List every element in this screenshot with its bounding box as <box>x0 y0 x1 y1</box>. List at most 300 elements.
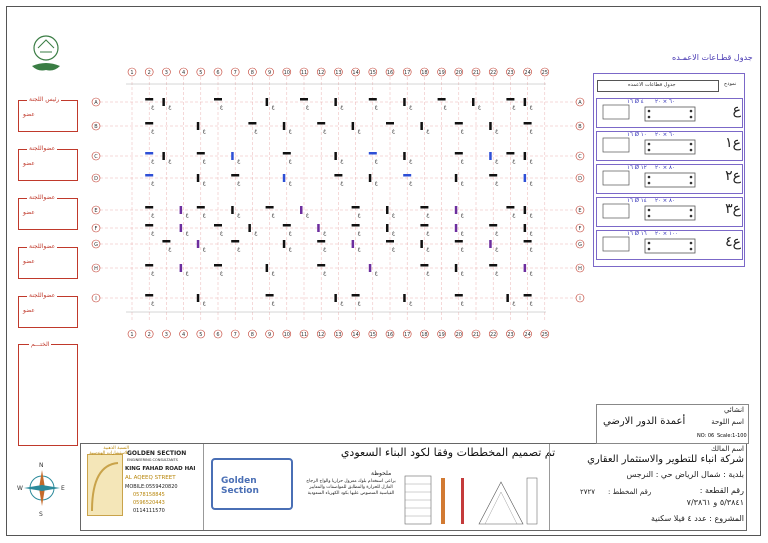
committee-role: عضو <box>23 258 35 265</box>
column-code-label: ع <box>443 104 447 110</box>
grid-col-label: 15 <box>369 332 376 338</box>
project-name: المشروع : عدد ٤ فيلا سكنية <box>651 514 744 523</box>
column-code-label: ع <box>237 158 241 164</box>
column-mark <box>266 264 269 272</box>
plot-label: رقم القطعة : <box>699 486 744 495</box>
column-code-label: ع <box>512 300 516 306</box>
column-mark <box>455 264 458 272</box>
grid-row-label: I <box>95 296 97 302</box>
column-code-label: ع <box>340 300 344 306</box>
schedule-row <box>596 164 743 194</box>
section-dims: ٨٠ × ٢٠ <box>655 165 675 171</box>
grid-col-label: 8 <box>250 332 254 338</box>
section-code: ع٢ <box>725 168 741 184</box>
column-mark <box>524 224 527 232</box>
column-mark <box>386 122 394 125</box>
column-code-label: ع <box>151 270 155 276</box>
column-code-label: ع <box>392 212 395 218</box>
column-mark <box>162 240 170 243</box>
firm-tel2: 0596520443 <box>133 500 165 506</box>
column-mark <box>455 240 463 243</box>
grid-col-label: 21 <box>472 332 480 338</box>
column-code-label: ع <box>151 230 155 236</box>
grid-row-label: E <box>94 208 98 214</box>
column-mark <box>283 240 286 248</box>
column-code-label: ع <box>529 104 533 110</box>
drawing-title: جدول قطـاعات الاعمـده <box>672 53 753 62</box>
column-code-label: ع <box>288 246 292 252</box>
column-mark <box>266 98 269 106</box>
column-code-label: ع <box>185 270 189 276</box>
section-bars: ١٦ Ø ١٦ <box>627 231 647 237</box>
grid-col-label: 10 <box>283 70 290 76</box>
column-mark <box>145 152 153 155</box>
column-code-label: ع <box>151 158 155 164</box>
column-mark <box>352 206 360 209</box>
grid-col-label: 20 <box>455 332 462 338</box>
column-code-label: ع <box>340 180 344 186</box>
column-mark <box>283 174 286 182</box>
column-mark <box>438 98 446 101</box>
grid-col-label: 1 <box>130 70 134 76</box>
column-mark <box>197 152 205 155</box>
owner-label: اسم المالك <box>711 445 744 453</box>
column-mark <box>352 240 355 248</box>
column-mark <box>162 152 165 160</box>
schedule-header <box>597 80 719 92</box>
committee-box <box>18 243 78 279</box>
committee-box <box>18 145 78 181</box>
section-code: ع <box>732 102 741 118</box>
column-code-label: ع <box>357 300 361 306</box>
svg-text:N: N <box>39 462 44 469</box>
section-dims: ٦٠ × ٢٠ <box>655 132 675 138</box>
schedule-row <box>596 230 743 260</box>
grid-col-label: 19 <box>438 70 445 76</box>
column-code-label: ع <box>357 212 361 218</box>
column-code-label: ع <box>460 230 464 236</box>
column-mark <box>197 122 200 130</box>
column-code-label: ع <box>306 104 309 110</box>
svg-text:E: E <box>61 485 65 492</box>
column-mark <box>231 206 234 214</box>
schedule-row <box>596 98 743 128</box>
column-code-label: ع <box>512 212 516 218</box>
column-mark <box>145 122 153 125</box>
office-stamp <box>205 448 295 518</box>
column-code-label: ع <box>271 270 275 276</box>
grid-col-label: 2 <box>147 332 151 338</box>
firm-sub: ENGINEERING CONSULTANTS <box>127 458 178 462</box>
grid-col-label: 7 <box>233 332 237 338</box>
column-code-label: ع <box>409 180 413 186</box>
stamp-text: Golden Section <box>221 476 259 496</box>
column-mark <box>197 294 200 302</box>
column-mark <box>524 264 527 272</box>
column-mark <box>455 122 463 125</box>
firm-tel1: 0578158845 <box>133 492 165 498</box>
work-type: انشائي <box>723 406 744 414</box>
column-mark <box>334 174 342 177</box>
column-mark <box>369 98 377 101</box>
column-code-label: ع <box>151 104 155 110</box>
grid-col-label: 25 <box>541 70 548 76</box>
column-mark <box>162 98 165 106</box>
column-mark <box>180 224 183 232</box>
firm-mobile: MOBILE:0559420820 <box>125 484 178 490</box>
column-mark <box>403 98 406 106</box>
committee-title: رئيس اللجنة <box>29 96 60 103</box>
column-code-label: ع <box>271 212 275 218</box>
column-mark <box>386 206 389 214</box>
column-code-label: ع <box>529 180 533 186</box>
column-mark <box>506 294 509 302</box>
sheet-name-label: اسم اللوحة <box>711 418 744 426</box>
grid-row-label: I <box>579 296 581 302</box>
column-code-label: ع <box>460 128 464 134</box>
column-code-label: ع <box>185 230 189 236</box>
column-code-label: ع <box>529 230 533 236</box>
column-mark <box>420 240 423 248</box>
schedule-row <box>596 131 743 161</box>
grid-row-label: C <box>94 154 98 160</box>
column-mark <box>317 122 325 125</box>
column-code-label: ع <box>426 128 430 134</box>
grid-col-label: 1 <box>130 332 134 338</box>
column-code-label: ع <box>495 230 499 236</box>
column-code-label: ع <box>426 270 430 276</box>
column-code-label: ع <box>495 128 499 134</box>
grid-row-label: D <box>578 176 582 182</box>
column-code-label: ع <box>288 230 292 236</box>
stamp-label: الختـــم <box>31 341 50 348</box>
grid-col-label: 18 <box>421 332 428 338</box>
column-code-label: ع <box>529 158 533 164</box>
column-mark <box>524 294 532 297</box>
column-code-label: ع <box>529 246 533 252</box>
column-mark <box>369 264 372 272</box>
owner-name: شركة انباء للتطوير والاستثمار العقاري <box>587 454 744 465</box>
column-mark <box>334 294 337 302</box>
grid-row-label: A <box>94 100 98 106</box>
grid-col-label: 11 <box>300 70 308 76</box>
column-mark <box>197 240 200 248</box>
column-mark <box>506 98 514 101</box>
grid-col-label: 19 <box>438 332 445 338</box>
grid-col-label: 15 <box>369 70 376 76</box>
section-code: ع٤ <box>725 234 741 250</box>
column-mark <box>403 152 406 160</box>
grid-col-label: 9 <box>268 70 272 76</box>
grid-col-label: 17 <box>404 70 411 76</box>
plan-label: رقم المخطط : <box>608 488 652 496</box>
column-mark <box>317 264 325 267</box>
grid-col-label: 22 <box>490 332 497 338</box>
column-mark <box>420 264 428 267</box>
committee-title: عضواللجنة <box>29 145 56 152</box>
plot-number: ٥/٣٨٤١ و ٧/٣٨٦١ <box>686 498 744 507</box>
column-mark <box>369 152 377 155</box>
section-bars: ١٦ Ø ١٤ <box>627 198 647 204</box>
project-info <box>549 444 748 530</box>
column-code-label: ع <box>374 180 378 186</box>
grid-col-label: 24 <box>524 70 531 76</box>
svg-text:W: W <box>17 485 23 492</box>
column-code-label: ع <box>529 300 533 306</box>
firm-arabic-name: النسبة الذهبية للاستشارات الهندسية <box>89 446 129 456</box>
grid-col-label: 4 <box>182 70 186 76</box>
committee-role: عضو <box>23 111 35 118</box>
column-code-label: ع <box>288 128 292 134</box>
grid-row-label: F <box>578 226 582 232</box>
column-code-label: ع <box>185 212 189 218</box>
column-code-label: ع <box>495 246 499 252</box>
grid-row-label: C <box>578 154 582 160</box>
committee-title: عضواللجنة <box>29 194 56 201</box>
column-code-label: ع <box>202 128 206 134</box>
column-mark <box>455 152 463 155</box>
grid-col-label: 10 <box>283 332 290 338</box>
grid-col-label: 6 <box>216 332 220 338</box>
column-mark <box>455 224 458 232</box>
committee-role: عضو <box>23 209 35 216</box>
column-code-label: ع <box>460 246 464 252</box>
column-mark <box>506 206 514 209</box>
column-code-label: ع <box>460 212 464 218</box>
title-block <box>17 443 747 531</box>
column-mark <box>145 294 153 297</box>
section-bars: ١٦ Ø ١٢ <box>627 165 647 171</box>
column-code-label: ع <box>237 212 241 218</box>
firm-road: KING FAHAD ROAD HAI <box>125 466 196 472</box>
column-code-label: ع <box>151 212 155 218</box>
column-code-label: ع <box>288 158 292 164</box>
column-mark <box>334 152 337 160</box>
column-mark <box>266 206 274 209</box>
committee-role: عضو <box>23 307 35 314</box>
grid-col-label: 21 <box>472 70 480 76</box>
sheet-number: NO: 06 <box>697 433 715 439</box>
column-code-label: ع <box>392 230 395 236</box>
column-code-label: ع <box>323 128 327 134</box>
column-mark <box>214 264 222 267</box>
column-code-label: ع <box>202 180 206 186</box>
column-mark <box>145 174 153 177</box>
column-code-label: ع <box>495 158 499 164</box>
column-mark <box>283 152 291 155</box>
column-code-label: ع <box>392 246 395 252</box>
column-code-label: ع <box>151 180 155 186</box>
column-mark <box>231 152 234 160</box>
stamp-box <box>18 341 78 446</box>
grid-row-label: H <box>578 266 582 272</box>
column-schedule <box>593 73 745 267</box>
column-code-label: ع <box>237 180 241 186</box>
grid-col-label: 13 <box>335 332 342 338</box>
schedule-header-label: جدول قطاعات الاعمده <box>628 82 676 88</box>
grid-col-label: 18 <box>421 70 428 76</box>
committee-title: عضواللجنة <box>29 243 56 250</box>
column-mark <box>369 174 372 182</box>
column-code-label: ع <box>512 104 516 110</box>
firm-logo <box>87 454 123 516</box>
grid-col-label: 17 <box>404 332 411 338</box>
column-mark <box>403 294 406 302</box>
grid-col-label: 16 <box>386 70 394 76</box>
column-code-label: ع <box>340 104 344 110</box>
column-mark <box>524 122 532 125</box>
column-code-label: ع <box>220 104 223 110</box>
grid-col-label: 16 <box>386 332 394 338</box>
column-mark <box>352 224 360 227</box>
column-code-label: ع <box>478 104 481 110</box>
column-code-label: ع <box>168 104 172 110</box>
column-code-label: ع <box>426 246 430 252</box>
wall-section-detail <box>401 472 541 528</box>
section-bars: ١٦ Ø ١٠ <box>627 132 647 138</box>
column-code-label: ع <box>202 300 206 306</box>
grid-col-label: 14 <box>352 332 359 338</box>
column-code-label: ع <box>529 212 533 218</box>
column-mark <box>197 206 205 209</box>
column-code-label: ع <box>168 246 172 252</box>
grid-col-label: 13 <box>335 70 342 76</box>
column-code-label: ع <box>202 246 206 252</box>
note-text: يراعى استخدام بلوك معزول حراريا والواح الزجاج العازل للحرارة والمطابق للمواصفات والمعايير القياسية المنصوص عليها بكود الكهرباء السعودية <box>306 479 396 496</box>
grid-col-label: 8 <box>250 70 254 76</box>
grid-row-label: G <box>578 242 582 248</box>
grid-col-label: 7 <box>233 70 237 76</box>
column-code-label: ع <box>529 270 533 276</box>
code-line: تم تصميم المخططات وفقا لكود البناء السعودي <box>340 446 556 459</box>
column-mark <box>145 264 153 267</box>
scale: Scale:1-100 <box>717 433 747 439</box>
column-mark <box>455 294 463 297</box>
column-mark <box>386 224 389 232</box>
schedule-side-label: نموذج <box>724 81 737 87</box>
column-mark <box>266 294 274 297</box>
grid-col-label: 25 <box>541 332 548 338</box>
column-mark <box>145 206 153 209</box>
column-mark <box>524 240 532 243</box>
grid-col-label: 14 <box>352 70 359 76</box>
column-code-label: ع <box>460 300 464 306</box>
grid-col-label: 24 <box>524 332 531 338</box>
column-mark <box>489 264 497 267</box>
column-code-label: ع <box>357 230 361 236</box>
column-code-label: ع <box>409 300 413 306</box>
grid-row-label: H <box>94 266 98 272</box>
column-code-label: ع <box>426 230 430 236</box>
column-code-label: ع <box>374 270 378 276</box>
committee-box <box>18 292 78 328</box>
column-code-label: ع <box>323 230 327 236</box>
column-mark <box>472 98 475 106</box>
column-code-label: ع <box>374 104 378 110</box>
column-mark <box>524 152 527 160</box>
grid-col-label: 12 <box>318 332 325 338</box>
column-code-label: ع <box>306 212 309 218</box>
column-mark <box>524 174 527 182</box>
column-mark <box>248 122 256 125</box>
column-code-label: ع <box>512 158 516 164</box>
grid-row-label: B <box>94 124 98 130</box>
floor-plan <box>86 60 590 340</box>
column-code-label: ع <box>392 128 395 134</box>
column-code-label: ع <box>271 104 275 110</box>
svg-text:S: S <box>39 511 43 518</box>
column-code-label: ع <box>237 246 241 252</box>
grid-col-label: 9 <box>268 332 272 338</box>
column-mark <box>283 224 291 227</box>
committee-box <box>18 96 78 132</box>
column-mark <box>317 224 320 232</box>
section-dims: ٨٠ × ٢٠ <box>655 198 675 204</box>
column-mark <box>317 240 325 243</box>
column-code-label: ع <box>254 230 258 236</box>
column-mark <box>300 98 308 101</box>
column-mark <box>506 152 514 155</box>
column-code-label: ع <box>202 212 206 218</box>
column-mark <box>352 294 360 297</box>
municipality-logo <box>26 32 66 72</box>
column-code-label: ع <box>409 158 413 164</box>
column-mark <box>420 206 428 209</box>
committee-role: عضو <box>23 160 35 167</box>
column-code-label: ع <box>220 270 223 276</box>
column-mark <box>403 174 411 177</box>
section-code: ع١ <box>725 135 741 151</box>
column-mark <box>455 174 458 182</box>
grid-col-label: 22 <box>490 70 497 76</box>
sheet-name: أعمدة الدور الارضي <box>603 416 686 427</box>
column-mark <box>334 98 337 106</box>
grid-col-label: 3 <box>164 332 168 338</box>
column-mark <box>489 174 497 177</box>
column-code-label: ع <box>151 128 155 134</box>
grid-row-label: G <box>94 242 98 248</box>
column-mark <box>231 174 239 177</box>
grid-col-label: 5 <box>199 332 203 338</box>
firm-name: GOLDEN SECTION <box>127 450 187 457</box>
column-code-label: ع <box>202 158 206 164</box>
column-mark <box>386 240 394 243</box>
column-mark <box>145 98 153 101</box>
column-mark <box>231 240 239 243</box>
grid-col-label: 2 <box>147 70 151 76</box>
column-mark <box>524 98 527 106</box>
grid-col-label: 6 <box>216 70 220 76</box>
grid-col-label: 3 <box>164 70 168 76</box>
column-mark <box>283 122 286 130</box>
column-code-label: ع <box>340 158 344 164</box>
grid-row-label: D <box>94 176 98 182</box>
firm-block <box>81 444 204 530</box>
column-mark <box>524 206 527 214</box>
column-code-label: ع <box>254 128 258 134</box>
column-code-label: ع <box>288 180 292 186</box>
column-mark <box>489 240 492 248</box>
section-dims: ١٠٠ × ٢٠ <box>655 231 678 237</box>
column-mark <box>145 224 153 227</box>
grid-col-label: 12 <box>318 70 325 76</box>
column-mark <box>248 224 251 232</box>
column-mark <box>489 122 492 130</box>
grid-col-label: 4 <box>182 332 186 338</box>
column-code-label: ع <box>409 104 413 110</box>
column-code-label: ع <box>460 270 464 276</box>
column-mark <box>180 264 183 272</box>
